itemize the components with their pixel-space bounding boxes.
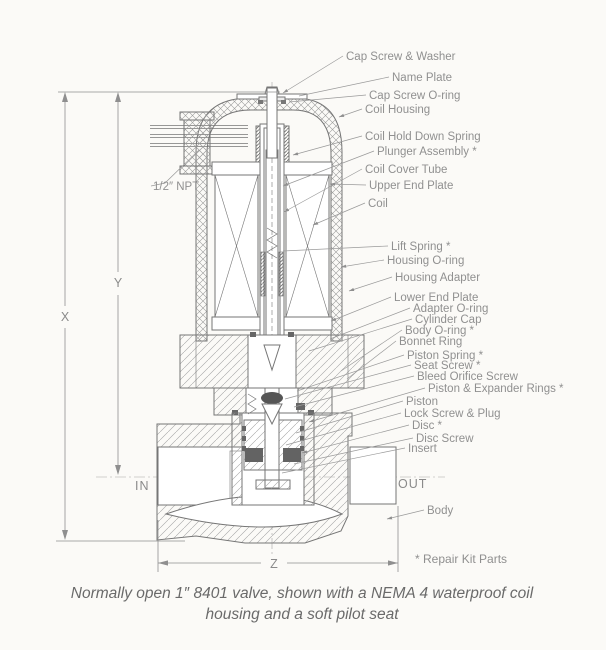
port-out-label: OUT [398,477,428,491]
dim-x-label: X [60,310,70,324]
part-label-body: Body [427,505,454,517]
part-label-piston-spring: Piston Spring * [407,350,484,362]
part-label-bleed-orifice-screw: Bleed Orifice Screw [417,371,518,383]
part-label-bonnet-ring: Bonnet Ring [399,336,463,348]
conduit-size-label: 1/2″ NPT [153,181,200,193]
part-label-cylinder-cap: Cylinder Cap [415,314,482,326]
part-label-body-o-ring: Body O-ring * [405,325,475,337]
part-label-adapter-o-ring: Adapter O-ring [413,303,489,315]
part-label-seat-screw: Seat Screw * [414,360,481,372]
part-label-lower-end-plate: Lower End Plate [394,292,479,304]
figure-caption [71,585,534,623]
part-label-disc: Disc * [412,420,443,432]
part-label-disc-screw: Disc Screw [416,433,474,445]
port-in-label: IN [135,479,150,493]
dim-z-label: Z [270,557,278,571]
dim-y-label: Y [113,276,123,290]
part-label-lift-spring: Lift Spring * [391,241,451,253]
repair-kit-footnote: * Repair Kit Parts [415,552,508,566]
caption-line-2: housing and a soft pilot seat [205,606,399,623]
part-label-coil: Coil [368,198,388,210]
part-label-cap-screw-o-ring: Cap Screw O-ring [369,90,461,102]
part-label-housing-o-ring: Housing O-ring [387,255,465,267]
part-label-piston: Piston [406,396,438,408]
part-label-coil-cover-tube: Coil Cover Tube [365,164,448,176]
part-label-upper-end-plate: Upper End Plate [369,180,454,192]
housing-adapter-part [180,332,364,388]
part-label-cap-screw-washer: Cap Screw & Washer [346,51,456,63]
caption-line-1: Normally open 1″ 8401 valve, shown with a NEMA 4 waterproof coil [70,585,534,602]
part-label-coil-housing: Coil Housing [365,104,431,116]
part-label-piston-expander-rings: Piston & Expander Rings * [428,383,564,395]
part-label-coil-hold-down-spring: Coil Hold Down Spring [365,131,481,143]
part-label-name-plate: Name Plate [392,72,453,84]
part-label-insert: Insert [408,443,437,455]
part-label-lock-screw-plug: Lock Screw & Plug [404,408,501,420]
part-label-plunger-assembly: Plunger Assembly * [377,146,477,158]
part-label-housing-adapter: Housing Adapter [395,272,481,284]
